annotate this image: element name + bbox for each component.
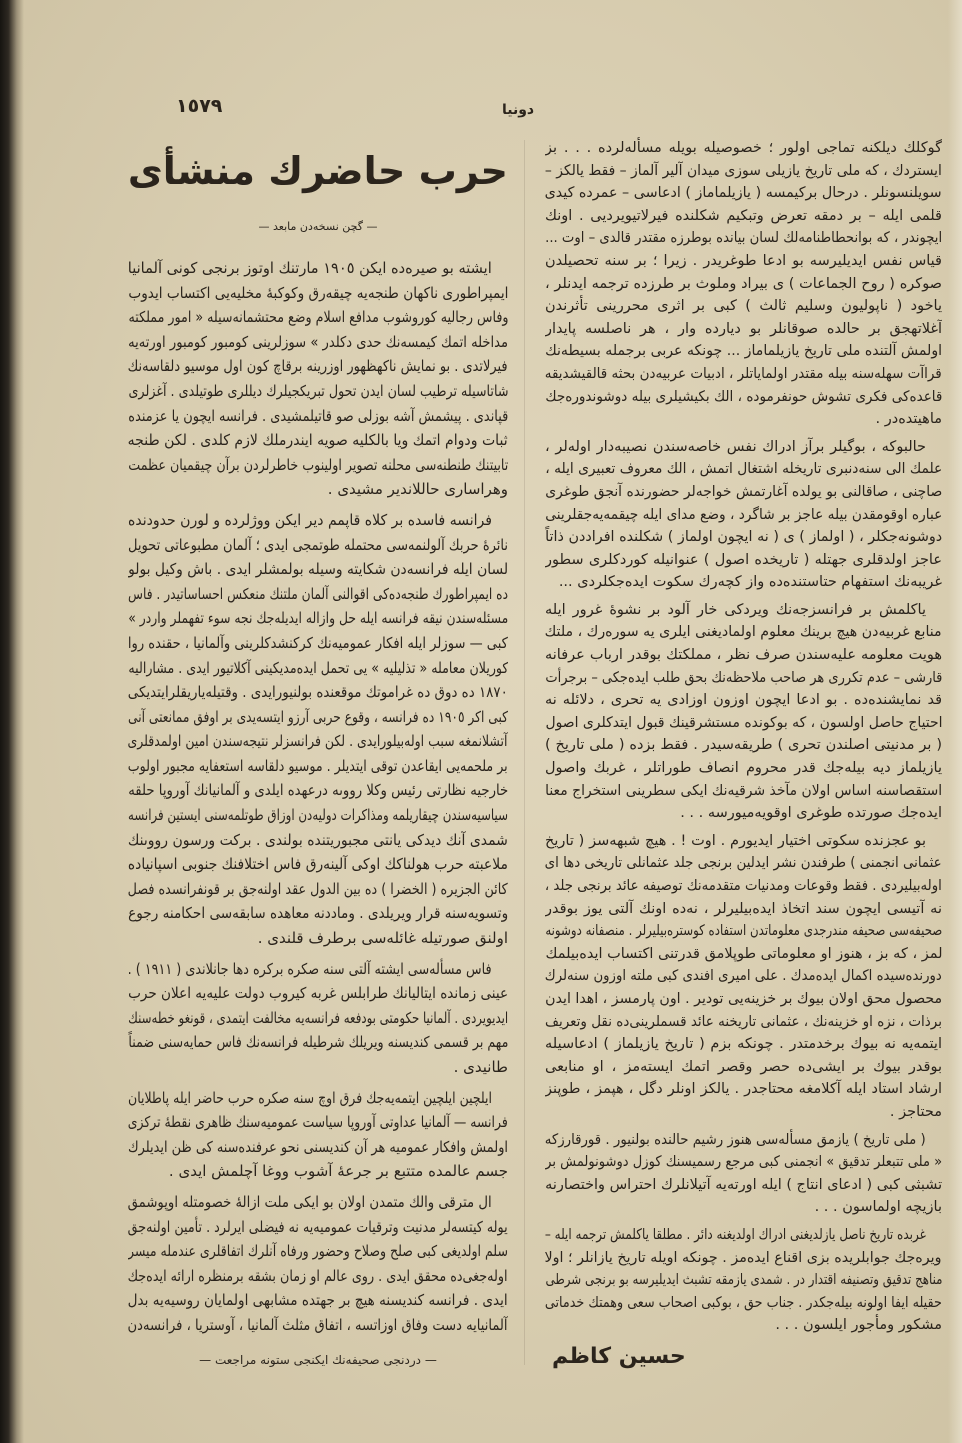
text-line — [128, 305, 508, 330]
text-line-content: « ملى تتبعلر تدقيق » انجمنى كبى مرجع رسميسنك كوزل دوشونولمش بر — [545, 1154, 942, 1171]
text-line — [128, 1288, 508, 1313]
text-line — [545, 1078, 942, 1101]
text-line — [545, 780, 942, 803]
text-line-content: كائن الجزيره ( الخضرا ) ده بين الدول عقد اولنه‌جق بر قونفرانسده فصل — [128, 879, 508, 898]
continuation-note: — دردنجى صحيفه‌نك ايكنجى ستونه مراجعت — — [199, 1353, 437, 1367]
text-line-content: منابع غربيه‌دن هيچ برينك معلوم اولماديغنى ايلرى يه سوره‌رك ، ملتك — [545, 624, 942, 641]
text-line — [128, 901, 508, 926]
text-line — [128, 1006, 508, 1031]
text-line — [128, 606, 508, 631]
paragraph — [545, 599, 942, 825]
text-line — [545, 1292, 942, 1315]
text-line-content: عباره اوقومقدن بيله عاجز بر شاگرد ، وضع مداى ايله چيقمه‌يه‌جقلرينى — [545, 506, 942, 523]
text-line — [128, 256, 508, 281]
text-line — [545, 757, 942, 780]
text-line-content: تشبثى كبى ( ادعاى انتاج ) ايله اورته‌يه آتيلانلرك احتراس واختصارنه — [545, 1176, 942, 1193]
text-line — [128, 656, 508, 681]
text-line — [545, 160, 942, 183]
text-line-content: قارشى – عدم تكررى هر صاحب ملاحظه‌نك بحق طلب ايده‌جكى – برجرأت — [545, 669, 942, 686]
text-line — [128, 428, 508, 453]
text-line — [128, 453, 508, 478]
text-line — [545, 988, 942, 1011]
text-line-content: استقصاسنه اساس اولان مآخذ شرقيه‌نك ايكى سطرينى استخراج معنا — [545, 782, 942, 799]
text-line — [545, 1056, 942, 1079]
text-line-content: ياخود ( ناپوليون وسليم ثالث ) كبى بر اثرى محررينى تأثرندن — [545, 298, 942, 315]
text-line — [128, 508, 508, 533]
text-line-content: هويت معلومه عليه‌سندن صرف نظر ، مملكتك بوقدر ارباب عرفانه — [545, 647, 942, 664]
text-line-content: ايتمه‌يه نه بيوك برخدمتدر . چونكه بزم ( تاريخ يازيلماز ) ادعاسيله — [545, 1036, 942, 1053]
text-line-content: شاتاسيله ترطيب لسان ايدن تحول تبريكجيلرك ديللرى طوتيلدى . آغزلرى — [128, 381, 508, 400]
text-line-content: حالبوكه ، بوگيلر برآز ادراك نفس خاصه‌سندن نصيبه‌دار اوله‌لر ، — [545, 438, 926, 455]
text-line — [545, 295, 942, 318]
text-line — [128, 803, 508, 828]
text-line — [128, 1190, 508, 1215]
text-line — [545, 852, 942, 875]
page-number: ١٥٧٩ — [176, 95, 223, 117]
article-body-right-column — [545, 137, 942, 1337]
text-line — [128, 404, 508, 429]
text-line — [128, 631, 508, 656]
text-line-content: قراآت سهله‌سنه بيله مقتدر اولماياتلر ، ادبيات عربيه‌دن بحثه قالقيشديقه — [545, 365, 942, 382]
text-line-content: قلمى ايله – بر دمقه تعرض وتبكيم شكلنده فيرلاتيويرديى . اونك — [545, 207, 942, 224]
text-line-content: صحيفه‌سى صحيفه مندرجدى معلوماتدن استفاده كوستره‌بيليرلر . منصفانه دوشونه‌ — [545, 923, 942, 940]
text-line-content: ال مترقى والك متمدن اولان بو ايكى ملت ازالهٔ خصومتله اوپوشمق — [128, 1192, 492, 1211]
text-line — [545, 1151, 942, 1174]
text-line-content: آلمانيايه دست وفاق اوزاتسه ، اتفاق مثلث آلمانيا ، آوستريا ، فرانسه‌دن — [128, 1315, 508, 1334]
page-binding-shadow — [0, 0, 24, 1443]
text-line-content: يوله كيتسه‌لر مدنيت وترقيات عموميه‌يه نه فيضلى ايرلرد . تأمين اولنه‌جق — [128, 1217, 508, 1236]
text-line-content: ويره‌جك جوابلريده بزى اقناع ايده‌مز . چونكه اويله تاريخ يازانلر ؛ اولا — [545, 1249, 942, 1266]
text-line — [545, 898, 942, 921]
text-line-content: صوكره ( روح الجماعات ) ى بيراد وملوث بر طرزده ترجمه ايدنلر ، — [545, 275, 942, 292]
paragraph — [545, 1129, 942, 1219]
text-line — [545, 273, 942, 296]
text-line — [545, 1174, 942, 1197]
text-line-content: مناهج تدقيق وتصنيفه اقتدار در . شمدى يازمقه تشبث ايديليرسه بو برنجى شرطى — [545, 1272, 942, 1289]
text-line — [128, 379, 508, 404]
text-line-content: فيرلاتدى . بو نمايش ناكهظهور اوزرينه برقاچ كون اول موسيو دلقاسه‌نك — [128, 357, 508, 376]
text-line — [128, 582, 508, 607]
text-line — [128, 1159, 508, 1184]
text-line-content: اولمش آلتنده ملى تاريخ يازيلماماز ... چونكه عربى برجمله بسيطه‌نك — [545, 343, 942, 360]
text-line-content: عاجز اولدقلرى جهتله ( تاريخده اصول ) عنوانيله كوردكلرى سطور — [545, 551, 942, 568]
text-line-content: ايلچين ايلچين ايتمه‌يه‌جك فرق اوچ سنه صكره حرب حاضر ايله پاطلايان — [128, 1088, 492, 1107]
text-line-content: ايده‌جك صورتده طوغرى اوقويه‌ميورسه . . . — [680, 805, 942, 822]
text-line — [545, 318, 942, 341]
text-line-content: محتاجز . — [889, 1103, 942, 1120]
text-line — [128, 1086, 508, 1111]
paragraph — [128, 256, 508, 502]
text-line-content: غريبه‌نك استفهام حتاستنده‌ده واز كچه‌رك سكوت ايده‌جكلردى ... — [558, 574, 942, 591]
paragraph — [128, 1190, 508, 1338]
text-line-content: قاعده‌كى فكرى تشوش حونفرموده ، الك بكيشيلرى بيله دوشوندوره‌جك — [545, 388, 942, 405]
text-line — [545, 830, 942, 853]
text-line-content: دوشونه‌جكلر ، ( اولماز ) ى ( نه ايچون اولماز ) شكلنده افراددن ذاتاً — [545, 529, 942, 546]
text-line-content: آتشلانمغه سبب اوله‌بيلورايدى . لكن فرانسزلر نتيجه‌سندن امين اولمدقلرى — [128, 732, 508, 751]
text-line-content: ثبات ودوام اتمك ويا بالكليه صويه ايندرملك لازم كلدى . لكن طنجه — [128, 431, 508, 450]
text-line — [545, 644, 942, 667]
text-line-content: آغلاتهجق بر حالده صوقانلر بو ديارده وار ، هر ناصلسه پايدار — [545, 320, 942, 337]
text-line — [545, 1129, 942, 1152]
text-line-content: اوله‌بيليردى . فقط وقوعات ومدنيات متقدمه‌نك توصيفه عائد برنجى جلد ، — [545, 878, 942, 894]
text-line-content: ( ملى تاريخ ) يازمق مسأله‌سى هنوز رشيم حالنده بولنيور . قورقارزكه — [545, 1131, 926, 1148]
text-line-content: عينى زمانده ايتاليانك طرابلس غربه كيروب دولت عليه‌يه اعلان حرب — [128, 984, 508, 1003]
text-line-content: فرانسه — آلمانيا عداوتى آوروپا سياست عموميه‌سنك ظاهرى نقطهٔ تركزى — [128, 1113, 508, 1132]
text-line — [545, 1247, 942, 1270]
text-line-content: ماهيتده‌در . — [875, 411, 942, 428]
text-line-content: ( بر مدنيتى اصلندن تحرى ) طريقه‌سيدر . فقط بزده ( ملى تاريخ ) — [545, 737, 942, 754]
text-line — [128, 778, 508, 803]
text-line-content: نائرهٔ حربك آلولنمه‌سى محتمله طوتمجى ايدى ؛ آلمان مطبوعاتى تحويل — [128, 535, 508, 554]
text-line — [128, 477, 508, 502]
text-line — [545, 1269, 942, 1292]
text-line — [545, 802, 942, 825]
text-line — [545, 621, 942, 644]
text-line-content: احتياج حاصل اولسون ، كه بوكونده مستشرقينك قبول ايتدكلرى اصول — [545, 714, 942, 731]
text-line — [128, 852, 508, 877]
text-line-content: مهم بر قسمى كنديسنه ويريلك شرطيله فرانسه‌نك فاس حمايه‌سنى ضمناً — [128, 1033, 508, 1052]
text-line-content: كبى — سوزلر ايله افكار عموميه‌نك كركنشدكلرينى وآلمانيا ، حقنده روا — [128, 633, 508, 652]
text-line-content: كوريلان معامله « تذليليه » يى تحمل ايده‌مديكينى آكلاتيور ايدى . مشاراليه — [128, 658, 508, 677]
text-line-content: قد نمايشنده‌ده . بو ادعا ايچون اوزون اوزادى يه تحرى ، دلائله نه — [545, 692, 942, 709]
text-line — [545, 1196, 942, 1219]
text-line-content: شمدى آنك ديدكى يانتى مجبوريتنده بولندى . بركت ورسون رووىنك — [128, 830, 508, 849]
text-line — [545, 250, 942, 273]
text-line-content: خارجيه نظارتى رئيس وكلا رووىه درعهده ايلدى و آلمانيانك آوروپا حلقه — [128, 781, 508, 800]
text-line — [545, 1101, 942, 1124]
text-line — [128, 828, 508, 853]
text-line — [128, 981, 508, 1006]
text-line — [545, 363, 942, 386]
text-line-content: فاس مسأله‌سى ايشته آلتى سنه صكره بركره دها جانلاندى ( ١٩١١ ) . — [128, 959, 492, 978]
text-line-content: بر ملحمه‌يى ايقاعدن توقى ايتديلر . موسيو دلقاسه استعفايه مجبور اولوب — [128, 756, 508, 775]
text-line-content: وفاس رجاليه كوروشوب مدافع اسلام وضع محتشمانه‌سيله « امور مملكته — [128, 308, 508, 327]
text-line — [128, 877, 508, 902]
paragraph — [128, 508, 508, 951]
text-line-content: برذات ، نزه او خزينه‌نك ، عثمانى تاريخنه عائد قسملرينى‌ده نقل وتعريف — [545, 1013, 942, 1030]
text-line — [128, 680, 508, 705]
paragraph — [545, 137, 942, 431]
text-line — [545, 875, 942, 898]
text-line-content: مشكور ومأجور ايلسون . . . — [775, 1317, 942, 1334]
text-line — [128, 1110, 508, 1135]
text-line-content: قياس نفس ايديليرسه بو ادعا طوغريدر . زيرا ؛ بر سنه تحصيلدن — [545, 252, 942, 269]
text-line — [545, 408, 942, 431]
text-line-content: سياسيه‌سندن چيقاريلمه ومذاكرات دوليه‌دن اوزاق طوتلمه‌سنى ايستين فرانسه — [128, 806, 508, 825]
text-line-content: وهراسارى حاللاندير مشيدى . — [327, 480, 508, 499]
text-line — [545, 920, 942, 943]
text-line — [128, 957, 508, 982]
text-line — [545, 436, 942, 459]
text-line-content: جسم عالمده متتبع بر جرعهٔ آشوب ووغا آچلمش ايدى . — [168, 1162, 508, 1181]
text-line — [128, 1055, 508, 1080]
text-line — [545, 943, 942, 966]
text-line-content: ايمپراطورى ناكهان طنجه‌يه چيقه‌رق وكوكبهٔ مخليه‌يى اكتساب ايدوب — [128, 283, 508, 302]
text-line-content: تابيتنك طنطنه‌سى محلنه تصوير اولينوب خاطرلردن برآن چيقميان عظمت — [128, 455, 508, 474]
text-line-content: مداخله اتمك كيمسه‌نك حدى دكلدر » سوزلرينى كومبور كومبور اورته‌يه — [128, 332, 508, 351]
text-line-content: نه آتيسى ايچون سند اتخاذ ايده‌بيليرلر ، نه‌ده اونك آلتى يوز بوقدر — [545, 900, 942, 917]
text-line-content: طانيدى . — [453, 1058, 508, 1076]
text-line-content: سويلنسونلر . درحال بركيمسه ( يازيلماماز ) ادعاسى – عمرده كيدى — [545, 185, 942, 202]
text-line — [128, 926, 508, 951]
text-line-content: ايديويردى . آلمانيا حكومتى بودفعه فرانسه‌يه مخالفت ايتمدى ، قونغو خطه‌سنك — [128, 1008, 508, 1027]
article-subtitle: — گچن نسخه‌دن مابعد — — [258, 220, 378, 233]
text-line-content: علمك الى سنه‌دنبرى تاريخله اشتغال اتمش ، الك معروف تعبيرى ايله ، — [545, 461, 942, 478]
text-line — [545, 227, 942, 250]
journal-name: دونيا — [502, 102, 535, 118]
text-line — [545, 182, 942, 205]
text-line — [545, 340, 942, 363]
text-line-content: بو عجزنده سكوتى اختيار ايديورم . اوت ! . هيچ شبهه‌سز ( تاريخ — [545, 832, 926, 849]
text-line-content: ايستردك ، كه ملى تاريخ يازيلى سوزى ميدان آلير آلماز – فقط يالكز – — [545, 162, 942, 179]
article-body-left-column — [128, 256, 508, 1338]
paragraph — [545, 1224, 942, 1337]
text-line — [128, 1135, 508, 1160]
paragraph — [128, 957, 508, 1080]
text-line — [545, 689, 942, 712]
column-divider — [524, 140, 525, 1365]
text-line — [128, 330, 508, 355]
text-line-content: ده ايمپراطورك طنجه‌ده‌كى اقوالنى آلمان ملتنك منعكس احساساتيدر . فاس — [128, 584, 508, 603]
text-line — [128, 705, 508, 730]
article-title: حرب حاضرك منشأى — [127, 149, 508, 193]
text-line-content: ياكلمش بر فرانسزجه‌نك ويردكى خار آلود بر نشوهٔ غرور ايله — [545, 601, 926, 618]
text-line — [128, 729, 508, 754]
text-line — [128, 281, 508, 306]
text-line-content: سلم اولديغى كبى صلح وصلاح وحضور ورفاه آنلرك اتفاقلرى عندمله ميسر — [128, 1242, 508, 1261]
paragraph — [545, 436, 942, 594]
text-line — [128, 533, 508, 558]
text-line-content: لسان ايله فرانسه‌دن شكايته وسيله بولمشلر ايدى . باش وكيل بولو — [128, 560, 508, 579]
text-line-content: دورنده‌سيده اكمال ايده‌مدك . على اميرى افندى كبى ملته اوزون سنه‌لرك — [545, 968, 942, 985]
text-line — [545, 1011, 942, 1034]
text-line — [545, 599, 942, 622]
text-line-content: ١٨٧٠ ده دوق ده غراموتك موقعنده بولنيورايدى . وقتيله‌ياريقلرايتديكى — [128, 683, 508, 702]
text-line-content: كبى اكر ١٩٠٥ ده فرانسه ، وقوع حربى آرزو ايتسه‌يدى بر اوفق ممانعتى آنى — [128, 707, 508, 726]
text-line — [128, 1264, 508, 1289]
text-line — [545, 667, 942, 690]
text-line — [545, 712, 942, 735]
text-line — [545, 481, 942, 504]
text-line-content: فرانسه فاسده بر كلاه قاپمم دير ايكن ووژلرده و لورن حدودنده — [128, 510, 492, 529]
text-line — [545, 965, 942, 988]
text-line — [128, 1313, 508, 1338]
text-line — [545, 137, 942, 160]
text-line — [128, 1030, 508, 1055]
text-line-content: وتسويه‌سنه قرار ويريلدى . وماددنه معاهده سابقه‌سى احكامنه رجوع — [128, 904, 508, 923]
text-line-content: غربده تاريخ ناصل يازلديغنى ادراك اولديغنه دائر . مطلقا ياكلمش ترجمه ايله – — [545, 1226, 926, 1243]
text-line-content: ايدى . فرانسه كنديسنه هيچ بر جهتده مشابهى اولمايان روسيه‌يه بدل — [128, 1291, 508, 1310]
paragraph — [128, 1086, 508, 1184]
text-line-content: حقيله ايفا اولونه بيله‌جكدر . جناب حق ، بوكبى اصحاب سعى وهمتك خدماتى — [545, 1294, 942, 1311]
text-line-content: بوقدر بيوك بر ايشى‌ده حصر وقصر اتمك ايسته‌مز ، او منابعى — [545, 1058, 942, 1075]
text-line-content: ملاعبته حرب هولناكك اوكى آلينه‌رق فاس اختلافنك جنوبى اسپانياده — [128, 855, 508, 874]
text-line-content: يازيلماز ديه بيله‌جك قدر محروم انصاف طوراتلر ، غربك واصول — [545, 760, 942, 777]
text-line-content: ارشاد استاد ايله آكلامغه محتاجدر . يالكز اونلر دگل ، هپمز ، طوپنز — [545, 1081, 942, 1098]
text-line — [545, 1224, 942, 1247]
text-line-content: قپاندى . پيشمش آشه بوزلى صو قاتيلمشيدى . فرانسه ايچون يا عزمنده — [128, 406, 508, 425]
text-line-content: عثمانى انجمنى ) طرفندن نشر ايدلين برنجى جلد عثمانلى تاريخى دها اى — [545, 855, 942, 872]
paragraph — [545, 830, 942, 1124]
text-line — [545, 504, 942, 527]
text-line — [545, 526, 942, 549]
text-line — [545, 1314, 942, 1337]
text-line-content: ايشته بو صيره‌ده ايكن ١٩٠٥ مارتنك اوتوز برنجى كونى آلمانيا — [128, 259, 492, 277]
text-line-content: اوله‌جغى‌ده محقق ايدى . روى عالم او زمان بشقه برمنظره ارائه ايده‌جك — [128, 1266, 508, 1285]
text-line — [545, 1033, 942, 1056]
text-line-content: محصول محق اولان بيوك بر خزينه‌يى تودير . اون پارمسز ، اهدا ايدن — [545, 990, 942, 1007]
text-line-content: اولنق صورتيله غائله‌سى برطرف قلندى . — [257, 929, 508, 948]
page-edge — [948, 0, 962, 1443]
text-line — [545, 386, 942, 409]
author-signature: حسين كاظم — [552, 1344, 686, 1369]
text-line — [545, 458, 942, 481]
text-line — [545, 571, 942, 594]
text-line — [545, 205, 942, 228]
text-line — [545, 549, 942, 572]
text-line — [128, 557, 508, 582]
text-line-content: لمز ، كه بز ، هنوز او معلوماتى طوپلامق قدرتنى اكتساب ايده‌بيلمك — [545, 945, 942, 962]
text-line — [128, 1239, 508, 1264]
text-line — [545, 734, 942, 757]
text-line — [128, 754, 508, 779]
text-line — [128, 354, 508, 379]
text-line-content: صاچنى ، صاقالنى بو يولده آغارتمش خواجه‌لر حضورنده آنجق طوغرى — [545, 483, 942, 500]
text-line-content: اولمش وافكار عموميه هر آن كنديسنى نحو عرفنده‌سنه كى ظن ايديلرك — [128, 1137, 508, 1156]
text-line-content: ايچوندر ، كه بوانحطاطنامه‌لك لسان بيانده بوطرزه مقتدر قالدى – اوت ... — [545, 230, 942, 247]
text-line-content: مسئله‌سندن نيقه فرانسه ايله حل وازاله ايديله‌جك نجه سوء تفهملر واردر » — [128, 609, 508, 628]
text-line-content: گوكلك ديلكنه تماجى اولور ؛ خصوصيله بويله مسأله‌لرده . . . بز — [545, 140, 942, 156]
text-line — [128, 1215, 508, 1240]
text-line-content: بازيچه اولماسون . . . — [814, 1199, 942, 1216]
